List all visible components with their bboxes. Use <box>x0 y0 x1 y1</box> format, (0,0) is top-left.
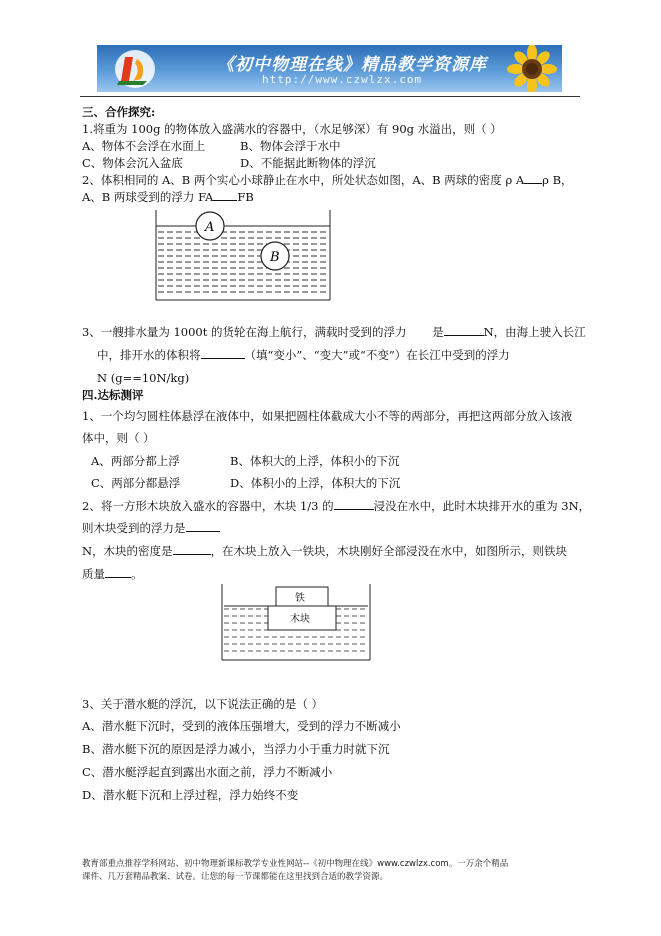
s3-q1-option-d: D、不能据此断物体的浮沉 <box>240 156 376 170</box>
s4-q1-line2: 体中，则（ ） <box>82 431 155 445</box>
answer-blank[interactable] <box>213 189 237 201</box>
answer-blank[interactable] <box>201 347 245 359</box>
s4-q2-line3-pre: N，木块的密度是 <box>82 544 173 558</box>
section3-title: 三、合作探究: <box>82 105 156 119</box>
page-footer <box>82 858 582 884</box>
s3-q3-line2-post: （填“变小”、“变大”或“不变”）在长江中受到的浮力 <box>244 348 510 362</box>
footer-line1: 教育部重点推荐学科网站、初中物理新课标教学专业性网站--《初中物理在线》www.czwlzx.com。一万余个精品 <box>82 859 509 869</box>
banner-title: 《初中物理在线》精品教学资源库 <box>217 55 487 75</box>
s3-q3-line2 <box>97 347 510 363</box>
s3-q3-line3: N (g==10N/kg) <box>97 371 190 385</box>
answer-blank[interactable] <box>105 566 131 578</box>
s4-q2-line2 <box>82 520 220 536</box>
s3-q2-line1-post: ρ B， <box>542 173 573 187</box>
s3-q1-option-c: C、物体会沉入盆底 <box>82 156 183 170</box>
czwlzx-logo-icon <box>107 45 167 92</box>
s4-q2-line4-pre: 质量 <box>82 567 105 581</box>
s4-q2-line2-text: 则木块受到的浮力是 <box>82 521 186 535</box>
s4-q3-option-c: C、潜水艇浮起直到露出水面之前，浮力不断减小 <box>82 765 333 779</box>
s3-q2-line1-pre: 2、体积相同的 A、B 两个实心小球静止在水中，所处状态如图，A、B 两球的密度 ρ A <box>82 173 525 187</box>
s3-q1-option-a: A、物体不会浮在水面上 <box>82 139 206 153</box>
answer-blank[interactable] <box>334 498 374 510</box>
wood-block-label: 木块 <box>290 614 310 625</box>
answer-blank[interactable] <box>186 520 220 532</box>
s4-q1-option-c: C、两部分都悬浮 <box>91 476 181 490</box>
s4-q2-line1-post: 浸没在水中，此时木块排开水的重为 3N， <box>373 499 591 513</box>
answer-blank[interactable] <box>524 172 542 184</box>
s4-q3-option-d: D、潜水艇下沉和上浮过程，浮力始终不变 <box>82 788 299 802</box>
ball-b-label: B <box>270 250 280 265</box>
iron-wood-block-diagram <box>218 582 378 664</box>
s3-q3-line1-post: N，由海上驶入长江 <box>483 325 586 339</box>
sunflower-icon <box>502 45 562 92</box>
section4-title: 四.达标测评 <box>82 388 144 402</box>
iron-block-label: 铁 <box>295 593 305 604</box>
s3-q1-stem: 1.将重为 100g 的物体放入盛满水的容器中，（水足够深）有 90g 水溢出，则（ ） <box>82 122 502 136</box>
footer-line2: 课件、几万套精品教案、试卷。让您的每一节课都能在这里找到合适的教学资源。 <box>82 872 389 882</box>
s4-q1-option-d: D、体积小的上浮，体积大的下沉 <box>230 476 401 490</box>
s3-q2-line1 <box>82 172 573 188</box>
s4-q2-line4 <box>82 566 143 582</box>
ball-a-label: A <box>205 220 215 235</box>
s3-q3-line1 <box>82 324 586 340</box>
s4-q2-line1 <box>82 498 590 514</box>
banner-url[interactable]: http://www.czwlzx.com <box>262 73 423 86</box>
s4-q3-option-b: B、潜水艇下沉的原因是浮力减小，当浮力小于重力时就下沉 <box>82 742 390 756</box>
s4-q2-line3 <box>82 543 567 559</box>
s4-q1-line1: 1、一个均匀圆柱体悬浮在液体中，如果把圆柱体截成大小不等的两部分，再把这两部分放入该液 <box>82 409 573 423</box>
s4-q1-option-a: A、两部分都上浮 <box>91 454 180 468</box>
answer-blank[interactable] <box>173 543 211 555</box>
s4-q3-stem: 3、关于潜水艇的浮沉，以下说法正确的是（ ） <box>82 697 323 711</box>
s3-q3-line2-pre: 中，排开水的体积将 <box>97 348 201 362</box>
s3-q2-line2 <box>82 189 254 205</box>
s3-q2-line2-post: FB <box>237 190 254 204</box>
balls-in-water-diagram <box>150 208 340 308</box>
s3-q1-option-b: B、物体会浮于水中 <box>240 139 341 153</box>
s4-q2-line1-pre: 2、将一方形木块放入盛水的容器中，木块 1/3 的 <box>82 499 334 513</box>
s4-q2-line3-post: ，在木块上放入一铁块，木块刚好全部浸没在水中，如图所示，则铁块 <box>210 544 568 558</box>
s4-q2-line4-post: 。 <box>131 567 143 581</box>
s3-q3-line1-pre: 3、一艘排水量为 1000t 的货轮在海上航行，满载时受到的浮力 <box>82 325 407 339</box>
header-banner <box>97 45 562 92</box>
s3-q2-line2-pre: A、B 两球受到的浮力 FA <box>82 190 214 204</box>
s4-q3-option-a: A、潜水艇下沉时，受到的液体压强增大，受到的浮力不断减小 <box>82 719 401 733</box>
answer-blank[interactable] <box>444 324 484 336</box>
s3-q3-line1-mid: 是 <box>432 325 444 339</box>
header-rule <box>80 96 580 97</box>
s4-q1-option-b: B、体积大的上浮，体积小的下沉 <box>230 454 400 468</box>
